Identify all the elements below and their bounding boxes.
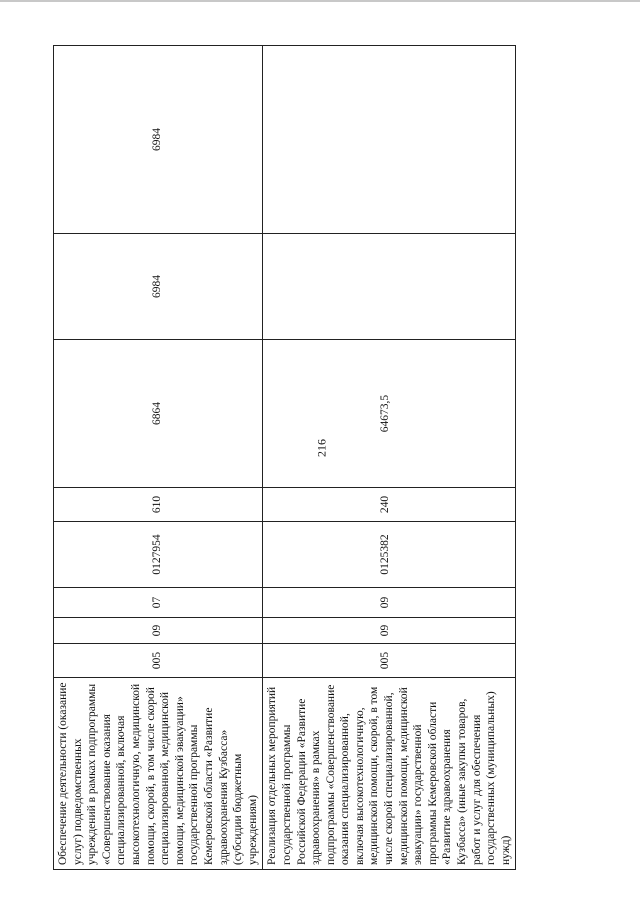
row-2-ministry-code: 005 <box>263 644 516 678</box>
page-number: 216 <box>314 439 329 457</box>
row-1-description: Обеспечение деятельности (оказание услуг) подведомственных учреждений в рамках подпрограммы «Совершенствование оказания специализированной, включая высокотехнологичную, медицинской помощи, скорой, в том числе скорой специализированной, медицинской помощи, медицинской эвакуации» государственной программы Кемеровской области «Развитие здравоохранения Кузбасса» (субсидии бюджетным учреждениям) <box>54 678 263 870</box>
row-2-expense-type: 240 <box>263 488 516 522</box>
row-1-ministry-code: 005 <box>54 644 263 678</box>
row-1-expense-type: 610 <box>54 488 263 522</box>
row-2-amount-1: 64673,5 <box>263 340 516 488</box>
row-2-section-code: 09 <box>263 618 516 644</box>
row-1-amount-2: 6984 <box>54 234 263 340</box>
row-2-amount-2 <box>263 234 516 340</box>
table-row <box>263 46 516 870</box>
row-1-amount-1: 6864 <box>54 340 263 488</box>
row-2-amount-3 <box>263 46 516 234</box>
row-2-target-article: 0125382 <box>263 522 516 588</box>
row-1-subsection-code: 07 <box>54 588 263 618</box>
row-2-description: Реализация отдельных мероприятий государственной программы Российской Федерации «Развитие здравоохранения» в рамках подпрограммы «Совершенствование оказания специализированной, включая высокотехнологичную, медицинской помощи, скорой, в том числе скорой специализированной, медицинской помощи, медицинской эвакуации» государственной программы Кемеровской области «Развитие здравоохранения Кузбасса» (иные закупки товаров, работ и услуг для обеспечения государственных (муниципальных) нужд) <box>263 678 516 870</box>
table-row <box>54 46 263 870</box>
row-1-amount-3: 6984 <box>54 46 263 234</box>
rotated-page <box>53 46 512 870</box>
top-scan-edge <box>0 0 640 2</box>
row-1-section-code: 09 <box>54 618 263 644</box>
row-2-subsection-code: 09 <box>263 588 516 618</box>
budget-table <box>53 45 516 870</box>
row-1-target-article: 0127954 <box>54 522 263 588</box>
rotated-content <box>53 46 512 870</box>
